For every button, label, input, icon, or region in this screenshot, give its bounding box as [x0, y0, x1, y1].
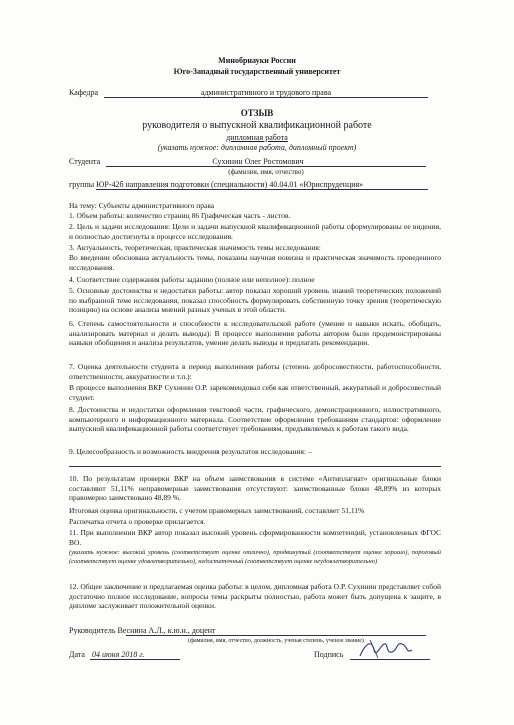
- item-5-merits: 5. Основные достоинства и недостатки работы: автор показал хороший уровень знаний теоретических положений по выбранной теме исследования, показал способность формулировать собственную точку зрения (теоретическую позицию) на основе анализа мнений разных ученых в этой области.: [69, 286, 441, 314]
- student-underline: [106, 166, 426, 167]
- student-caption: (фамилия, имя, отчество): [228, 168, 304, 176]
- university-heading: Юго-Западный государственный университет: [173, 67, 341, 76]
- item-12-conclusion: 12. Общее заключение и предлагаемая оценка работы: в целом, дипломная работа О.Р. Сухинин представляет собой достаточно полное исследование, вопросы темы раскрыты полностью, работа может быть допущена к защите, в дипломе заслуживает положительной оценки.: [69, 582, 441, 610]
- supervisor-caption: (фамилия, имя, отчество, должность, ученая степень, ученое звание): [188, 638, 364, 644]
- department-underline: [104, 97, 428, 98]
- date-label: Дата: [69, 650, 85, 659]
- item-4-compliance: 4. Соответствие содержания работы заданию (полное или неполное): полное: [69, 275, 315, 284]
- group-underline: [96, 189, 428, 190]
- ministry-heading: Минобрнауки России: [218, 56, 296, 65]
- item-1-volume: 1. Объем работы: количество страниц 86 Графическая часть - листов.: [69, 211, 291, 220]
- item-11-hint: (указать нужное: высокий уровень (соответствует оценке отлично), продвинутый (соответствует оценке хорошо), пороговый (соответствует оценке удовлетворительно), недостаточный (соответствует оценке неудовлетворительно): [69, 549, 441, 565]
- signature-label: Подпись: [314, 650, 344, 659]
- work-type: дипломная работа: [226, 133, 288, 142]
- item-9-underline: [69, 466, 441, 467]
- group-line: группы ЮР-42б направления подготовки (специальности) 40.04.01 «Юриспруденция»: [69, 180, 364, 189]
- item-7-activity-text: В процессе выполнения ВКР Сухинин О.Р. зарекомендовал себя как ответственный, аккуратный и добросовестный студент.: [69, 383, 441, 402]
- item-11-competencies: 11. При выполнении ВКР автор показал высокий уровень сформированности компетенций, установленных ФГОС ВО.: [69, 528, 441, 547]
- item-2-goals: 2. Цель и задачи исследования: Цели и задачи выпускной квалификационной работы сформулированы ее видения, и полностью достигнуты в процессе исследования.: [69, 222, 441, 241]
- item-7-activity: 7. Оценка деятельности студента в период выполнения работы (степень добросовестности, работоспособности, ответственности, аккуратности и т.п.):: [69, 362, 441, 381]
- handwritten-signature: [356, 636, 416, 662]
- department-value: административного и трудового права: [200, 88, 332, 97]
- student-label: Студента: [69, 157, 101, 166]
- document-title: ОТЗЫВ: [240, 108, 274, 118]
- item-3-relevance-text: Во введении обоснована актуальность темы, показаны научная новизна и практическая значимость проведенного исследования.: [69, 253, 441, 272]
- item-10-originality: Итоговая оценка оригинальности, с учетом правомерных заимствований, составляет 51,11%: [69, 506, 365, 515]
- item-8-design: 8. Достоинства и недостатки оформления текстовой части, графического, демонстрационного, иллюстративного, компьютерного и информационного материала. Соответствие оформления требованиям стандартов: оформление выпускной квалификационной работы соответствует требованиям, предъявляемых к работам такого вида.: [69, 405, 441, 433]
- item-10-report-note: Распечатка отчета о проверке прилагается.: [69, 517, 206, 526]
- date-underline: [90, 659, 180, 660]
- date-value: 04 июня 2018 г.: [92, 650, 145, 659]
- department-label: Кафедра: [69, 88, 99, 97]
- item-3-relevance-heading: 3. Актуальность, теоретическая, практическая значимость темы исследования:: [69, 243, 321, 252]
- student-name: Сухинин Олег Ростомович: [212, 157, 304, 166]
- document-subtitle: руководителя о выпускной квалификационной работе: [142, 120, 372, 131]
- supervisor-line: Руководитель Веснина А.Л., к.ю.н., доцент: [69, 626, 216, 635]
- item-10-antiplagiat: 10. По результатам проверки ВКР на объем заимствования в системе «Антиплагиат» оригинальные блоки составляют 51,11% неправомерные заимствования отсутствуют: заимствованные блоки 48,89% из которых правомерно заимствовано 48,89 %.: [69, 474, 441, 502]
- item-6-independence: 6. Степень самостоятельности и способности к исследовательской работе (умение и навыки искать, обобщать, анализировать материал и делать выводы): В процессе выполнения работы автором были продемонстрированы навыки обобщения и анализа результатов, умение делать выводы и предлагать рекомендации.: [69, 319, 441, 347]
- topic-line: На тему: Субъекты административного права: [69, 201, 215, 210]
- item-9-implementation: 9. Целесообразность и возможность внедрения результатов исследования: –: [69, 447, 312, 456]
- work-type-hint: (указать нужное: дипломная работа, дипломный проект): [157, 143, 357, 152]
